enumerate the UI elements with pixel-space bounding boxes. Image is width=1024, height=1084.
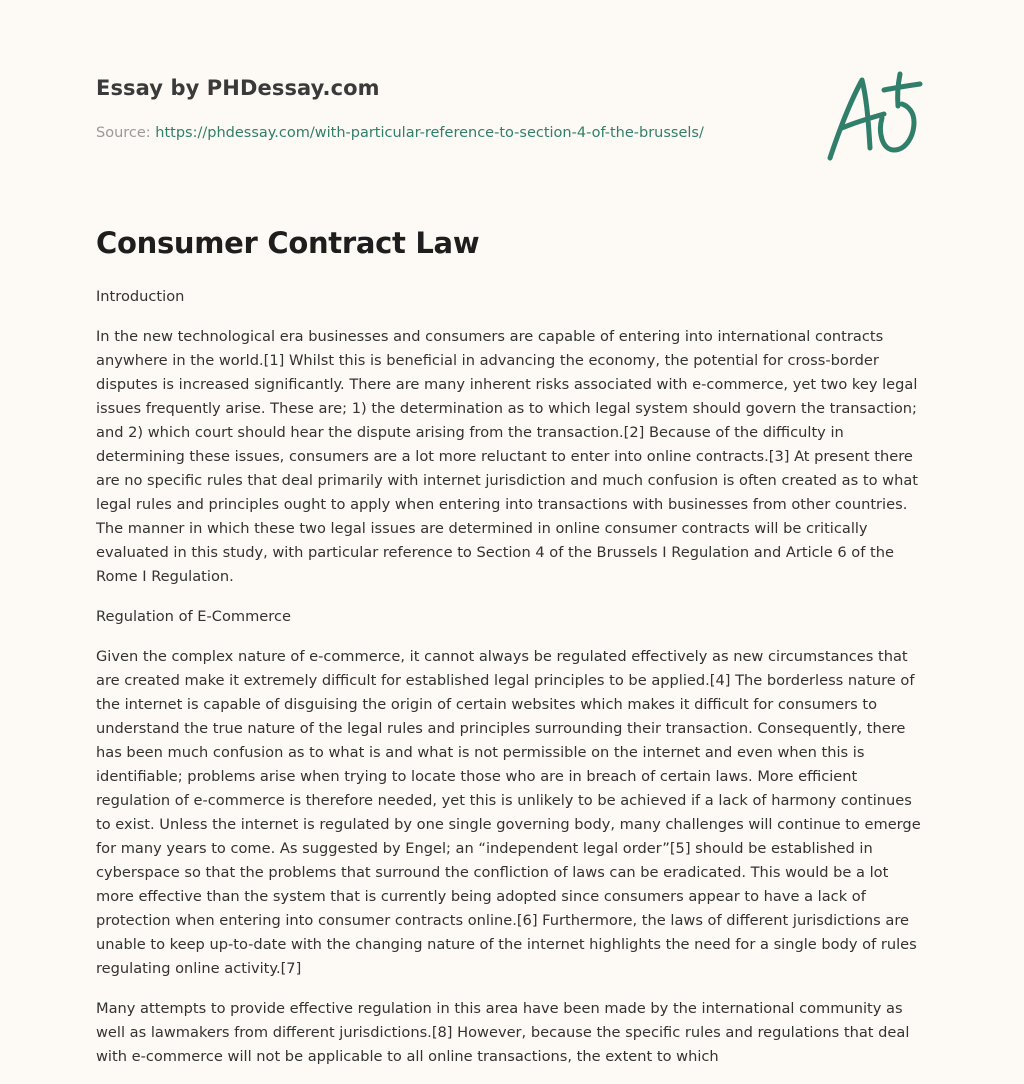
- section-heading-introduction: Introduction: [96, 288, 185, 305]
- essay-body: [96, 285, 928, 1084]
- paragraph: Given the complex nature of e-commerce, it cannot always be regulated effectively as new circumstances that are created make it extremely difficult for established legal principles to be applied.[4] The borderless nature of the internet is capable of disguising the origin of certain websites which makes it difficult for consumers to understand the true nature of the legal rules and principles surrounding their transaction. Consequently, there has been much confusion as to what is and what is not permissible on the internet and even when this is identifiable; problems arise when trying to locate those who are in breach of certain laws. More efficient regulation of e-commerce is therefore needed, yet this is unlikely to be achieved if a lack of harmony continues to exist. Unless the internet is regulated by one single governing body, many challenges will continue to emerge for many years to come. As suggested by Engel; an “independent legal order”[5] should be established in cyberspace so that the problems that surround the confliction of laws can be eradicated. This would be a lot more effective than the system that is currently being adopted since consumers appear to have a lack of protection when entering into consumer contracts online.[6] Furthermore, the laws of different jurisdictions are unable to keep up-to-date with the changing nature of the internet highlights the need for a single body of rules regulating online activity.[7]: [96, 648, 921, 977]
- source-link[interactable]: https://phdessay.com/with-particular-reference-to-section-4-of-the-brussels/: [155, 125, 704, 141]
- a-plus-logo-icon: [822, 66, 932, 166]
- paragraph: Many attempts to provide effective regulation in this area have been made by the international community as well as lawmakers from different jurisdictions.[8] However, because the specific rules and regulations that deal with e-commerce will not be applicable to all online transactions, the extent to which: [96, 1000, 910, 1065]
- paragraph: In the new technological era businesses and consumers are capable of entering into international contracts anywhere in the world.[1] Whilst this is beneficial in advancing the economy, the potential for cross-border disputes is increased significantly. There are many inherent risks associated with e-commerce, yet two key legal issues frequently arise. These are; 1) the determination as to which legal system should govern the transaction; and 2) which court should hear the dispute arising from the transaction.[2] Because of the difficulty in determining these issues, consumers are a lot more reluctant to enter into online contracts.[3] At present there are no specific rules that deal primarily with internet jurisdiction and much confusion is often created as to what legal rules and principles ought to apply when entering into transactions with businesses from other countries. The manner in which these two legal issues are determined in online consumer contracts will be critically evaluated in this study, with particular reference to Section 4 of the Brussels I Regulation and Article 6 of the Rome I Regulation.: [96, 328, 918, 585]
- essay-title: Consumer Contract Law: [96, 226, 480, 260]
- source-line: [96, 125, 704, 141]
- site-brand: Essay by PHDessay.com: [96, 76, 380, 100]
- section-heading-regulation: Regulation of E-Commerce: [96, 608, 291, 625]
- source-label: Source:: [96, 125, 156, 141]
